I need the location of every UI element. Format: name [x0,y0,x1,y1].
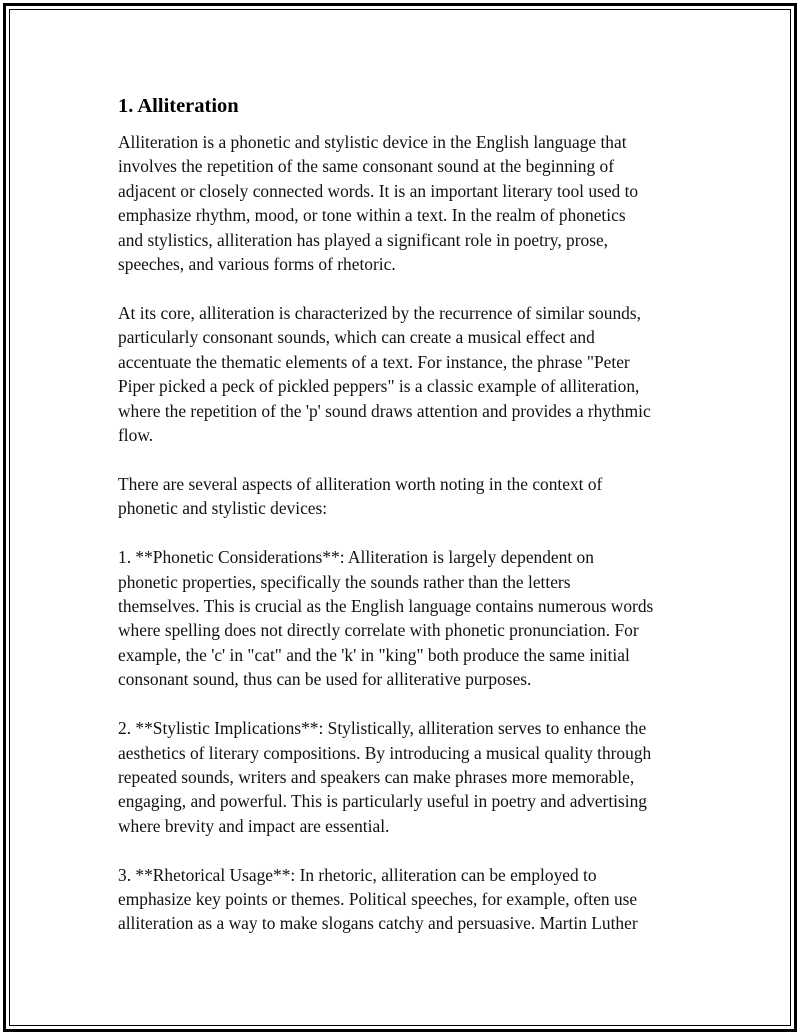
paragraph-stylistic-implications: 2. **Stylistic Implications**: Stylistically, alliteration serves to enhance the aesthetics of literary compositions. By introducing a musical quality through repeated sounds, writers and speakers can make phrases more memorable, engaging, and powerful. This is particularly useful in poetry and advertising where brevity and impact are essential. [118,718,652,836]
section-heading: 1. Alliteration [118,95,239,117]
paragraph-phonetic-considerations: 1. **Phonetic Considerations**: Alliteration is largely dependent on phonetic properties, specifically the sounds rather than the letters themselves. This is crucial as the English language contains numerous words where spelling does not directly correlate with phonetic pronunciation. For example, the 'c' in "cat" and the 'k' in "king" both produce the same initial consonant sound, thus can be used for alliterative purposes. [118,547,654,690]
paragraph-rhetorical-usage: 3. **Rhetorical Usage**: In rhetoric, alliteration can be employed to emphasize key points or themes. Political speeches, for example, often use alliteration as a way to make slogans catchy and persuasive. Martin Luther [118,864,638,934]
paragraph-aspects-intro: There are several aspects of alliteration worth noting in the context of phonetic and stylistic devices: [118,473,603,519]
document-body [118,92,690,960]
paragraph-intro: Alliteration is a phonetic and stylistic device in the English language that involves the repetition of the same consonant sound at the beginning of adjacent or closely connected words. It is an important literary tool used to emphasize rhythm, mood, or tone within a text. In the realm of phonetics and stylistics, alliteration has played a significant role in poetry, prose, speeches, and various forms of rhetoric. [118,132,639,275]
paragraph-core: At its core, alliteration is characterized by the recurrence of similar sounds, particularly consonant sounds, which can create a musical effect and accentuate the thematic elements of a text. For instance, the phrase "Peter Piper picked a peck of pickled peppers" is a classic example of alliteration, where the repetition of the 'p' sound draws attention and provides a rhythmic flow. [118,302,651,445]
